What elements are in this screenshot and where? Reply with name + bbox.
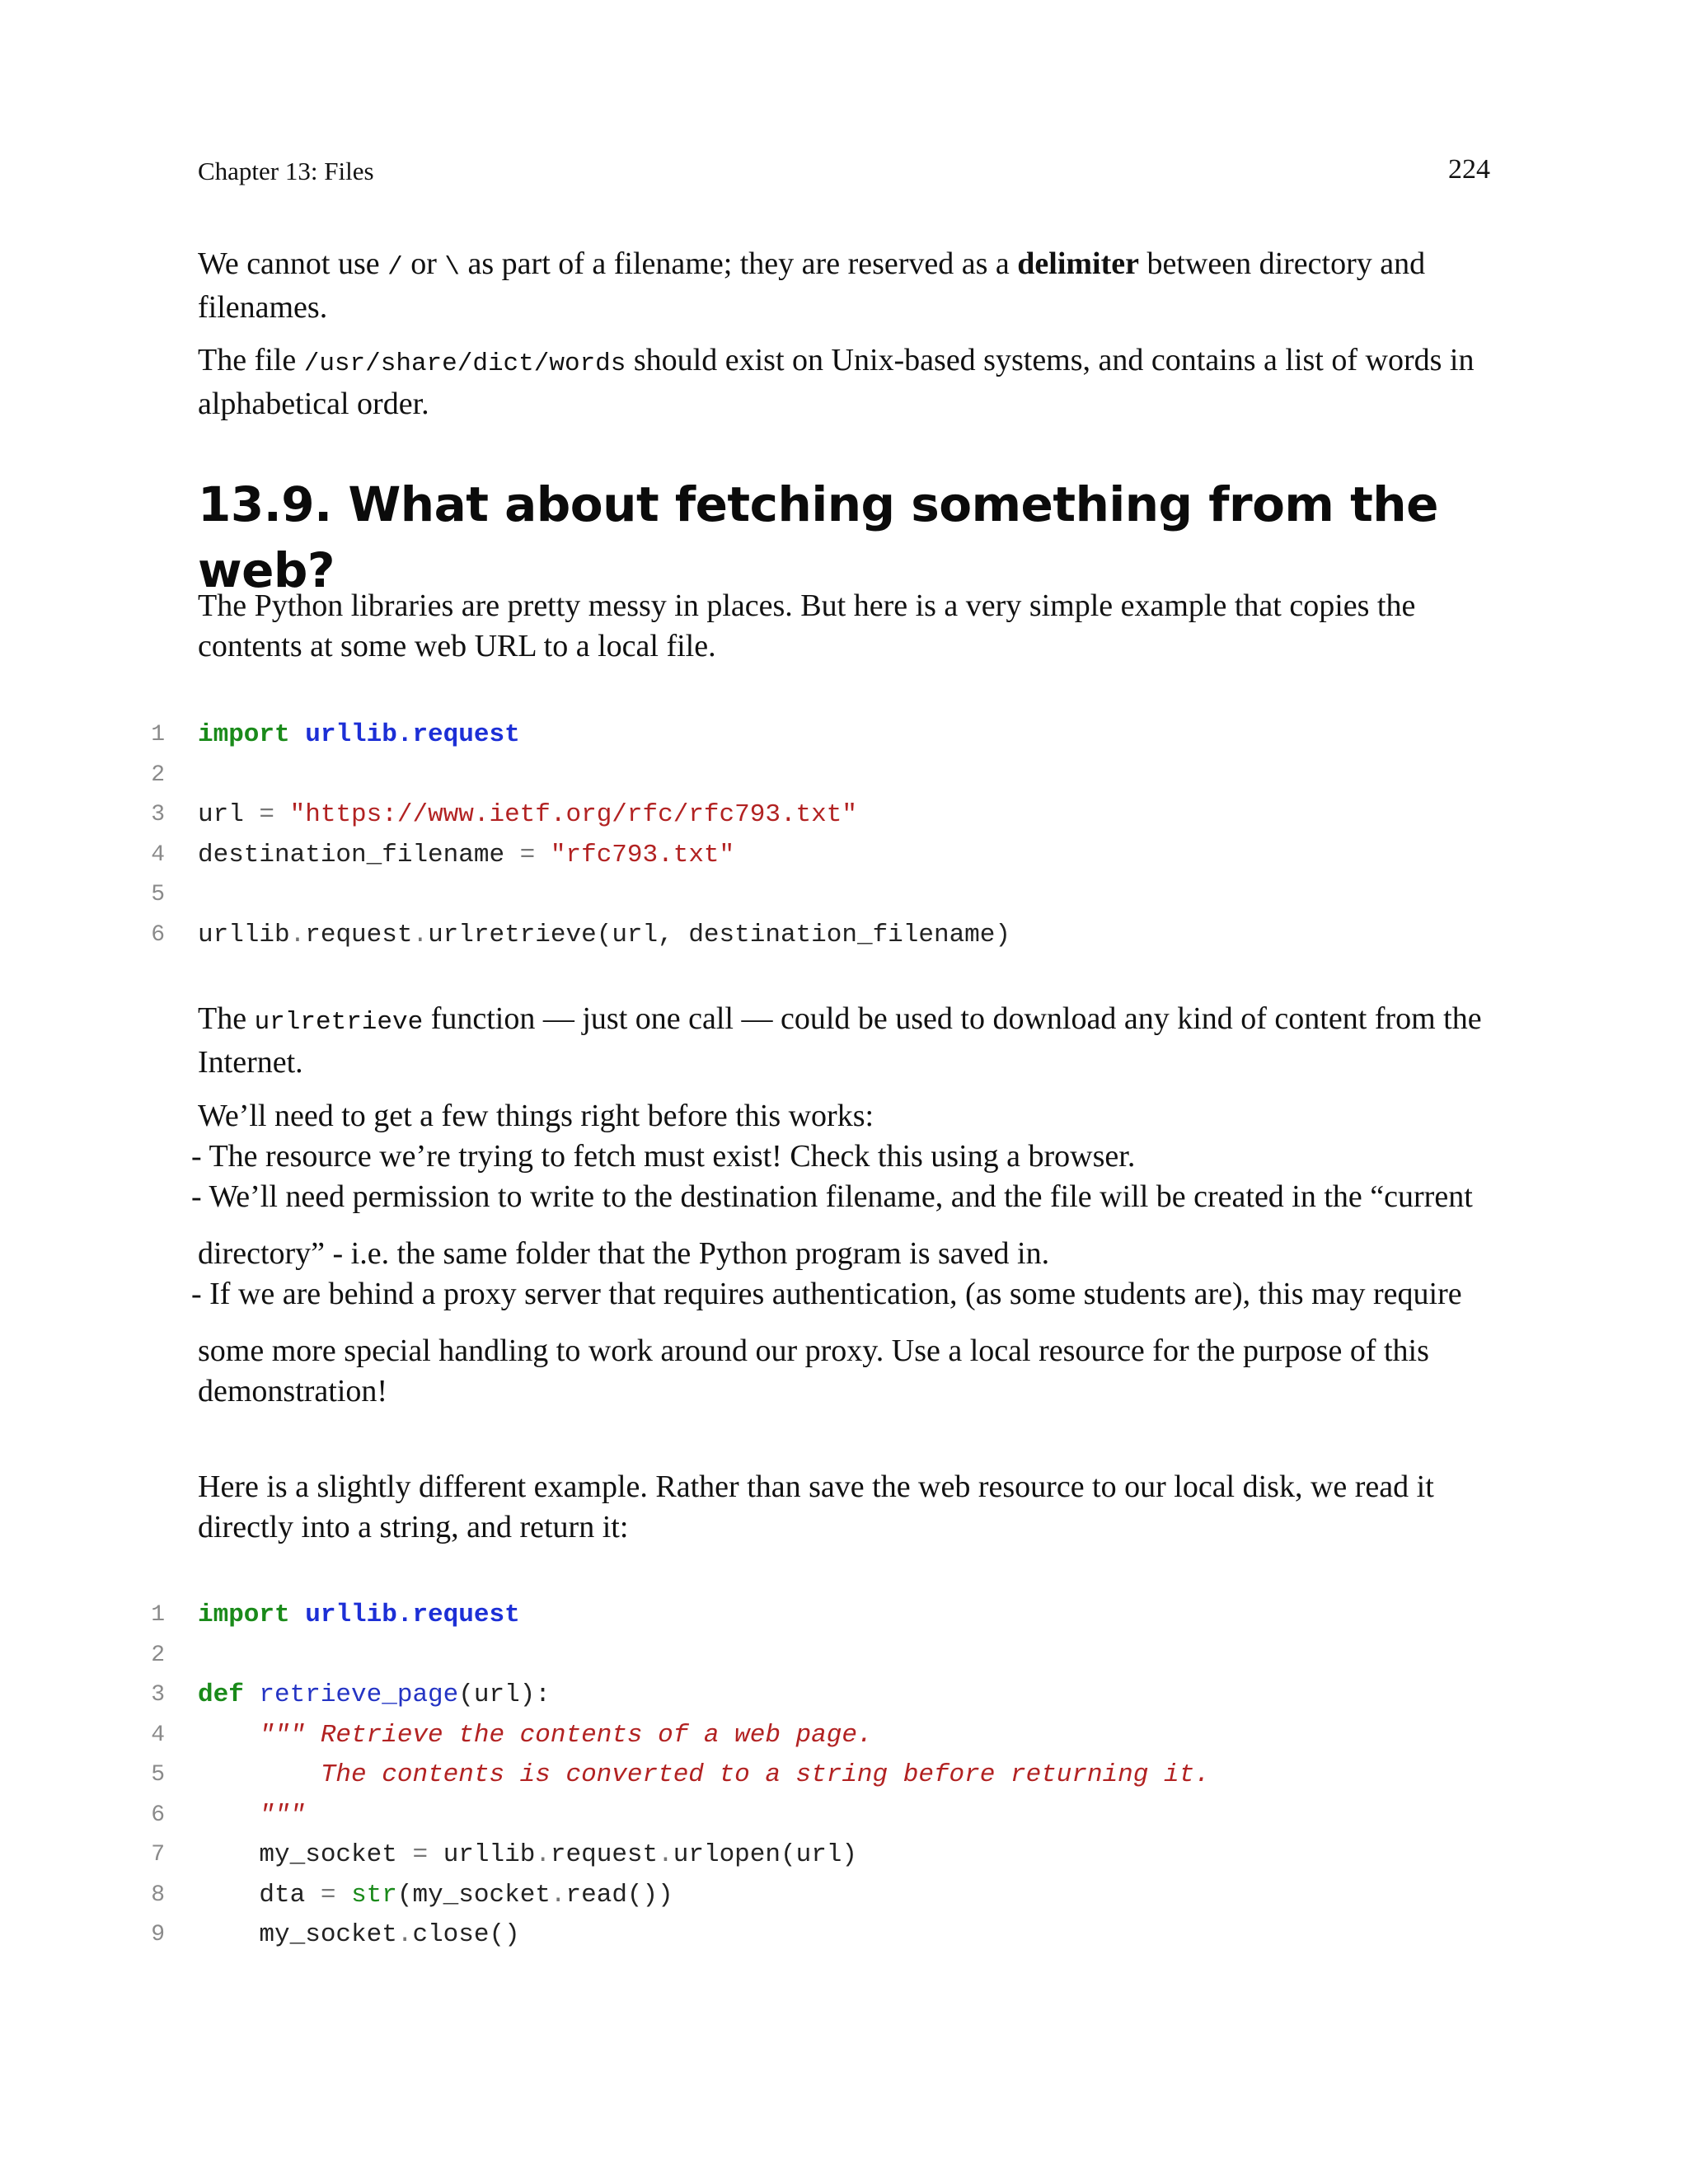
paragraph-second-example: Here is a slightly different example. Rather than save the web resource to our local disk, we read it directly into a string, and return it: bbox=[198, 1469, 1434, 1544]
line-number: 9 bbox=[151, 1922, 165, 1947]
chapter-title: Chapter 13: Files bbox=[198, 157, 374, 185]
code-text: request bbox=[305, 920, 413, 949]
code-line bbox=[132, 1755, 1533, 1796]
code-line bbox=[132, 1596, 1533, 1636]
line-number: 5 bbox=[151, 882, 165, 907]
text: between directory and filenames. bbox=[198, 246, 1426, 325]
operator: = bbox=[519, 840, 536, 869]
line-number: 3 bbox=[151, 802, 165, 827]
variable: dta bbox=[259, 1880, 306, 1910]
line-number: 2 bbox=[151, 762, 165, 788]
text: or bbox=[402, 246, 445, 281]
code-line: 6 urllib.request.urlretrieve(url, destination_filename) bbox=[132, 916, 1533, 956]
code-line bbox=[132, 1675, 1533, 1716]
text: function — just one call — could be used to download any kind of content from the Internet. bbox=[198, 1001, 1482, 1080]
docstring: """ bbox=[259, 1800, 306, 1830]
paragraph-urlretrieve bbox=[198, 999, 1490, 1083]
inline-code: urlretrieve bbox=[254, 1008, 424, 1037]
code-text: request bbox=[550, 1840, 659, 1869]
code-text: urllib bbox=[443, 1840, 536, 1869]
docstring: """ Retrieve the contents of a web page. bbox=[259, 1720, 873, 1750]
operator: = bbox=[320, 1880, 336, 1910]
code-text: urlretrieve(url, destination_filename) bbox=[428, 920, 1010, 949]
line-number: 3 bbox=[151, 1682, 165, 1708]
line-number: 6 bbox=[151, 921, 165, 948]
keyword: import bbox=[198, 1601, 290, 1629]
operator: = bbox=[412, 1840, 429, 1869]
code-text: urlopen(url) bbox=[673, 1840, 858, 1869]
code-text: urllib bbox=[198, 920, 290, 949]
text: The bbox=[198, 1001, 255, 1036]
text: We cannot use bbox=[198, 246, 388, 281]
variable: url bbox=[198, 800, 244, 829]
list-item bbox=[191, 1274, 1492, 1412]
inline-code: / bbox=[387, 253, 403, 282]
string-literal: "https://www.ietf.org/rfc/rfc793.txt" bbox=[289, 800, 857, 829]
docstring: The contents is converted to a string before returning it. bbox=[320, 1760, 1210, 1789]
variable: my_socket bbox=[259, 1840, 397, 1869]
page-number: 224 bbox=[1448, 154, 1490, 185]
line-number: 4 bbox=[151, 1722, 165, 1748]
code-text: (my_socket bbox=[396, 1880, 551, 1910]
running-header bbox=[198, 154, 1490, 193]
keyword: import bbox=[198, 720, 290, 749]
code-line bbox=[132, 875, 1533, 916]
operator: = bbox=[259, 800, 275, 829]
list-item bbox=[191, 1177, 1492, 1274]
code-line bbox=[132, 1796, 1533, 1836]
code-line bbox=[132, 795, 1533, 836]
paragraph-delimiter bbox=[198, 244, 1490, 328]
text: should exist on Unix-based systems, and contains a list of words in alphabetical order. bbox=[198, 343, 1475, 421]
line-number: 5 bbox=[151, 1762, 165, 1788]
code-text: read()) bbox=[565, 1880, 673, 1910]
bold-term: delimiter bbox=[1017, 246, 1139, 281]
code-line bbox=[132, 1636, 1533, 1676]
section-heading: 13.9. What about fetching something from the web? bbox=[198, 476, 1438, 598]
function-name: retrieve_page bbox=[259, 1680, 459, 1709]
code-line bbox=[132, 756, 1533, 796]
module-name: urllib.request bbox=[305, 1601, 520, 1629]
paragraph-intro: The Python libraries are pretty messy in places. But here is a very simple example that copies the contents at some web URL to a local file. bbox=[198, 588, 1416, 663]
text: - We’ll need permission to write to the destination filename, and the file will be created in the “current bbox=[191, 1179, 1473, 1214]
code-line: 8 dta = str(my_socket.read()) bbox=[132, 1876, 1533, 1916]
code-line bbox=[132, 836, 1533, 876]
line-number: 4 bbox=[151, 841, 165, 868]
line-number: 6 bbox=[151, 1802, 165, 1828]
line-number: 1 bbox=[151, 722, 165, 748]
line-number: 7 bbox=[151, 1842, 165, 1868]
text: The file bbox=[198, 343, 304, 377]
keyword: def bbox=[198, 1680, 244, 1709]
inline-code: /usr/share/dict/words bbox=[303, 349, 626, 378]
text: directory” - i.e. the same folder that the Python program is saved in. bbox=[198, 1236, 1050, 1271]
line-number: 1 bbox=[151, 1602, 165, 1628]
code-line bbox=[132, 1716, 1533, 1756]
code-text: my_socket bbox=[259, 1920, 397, 1949]
code-text: close() bbox=[412, 1920, 520, 1949]
requirements-list bbox=[191, 1137, 1492, 1412]
list-item: - The resource we’re trying to fetch must exist! Check this using a browser. bbox=[191, 1139, 1136, 1174]
code-block-urlretrieve bbox=[132, 715, 1533, 955]
inline-code: \ bbox=[444, 253, 461, 282]
code-line: 7 my_socket = urllib.request.urlopen(url) bbox=[132, 1835, 1533, 1876]
code-text: (url): bbox=[458, 1680, 551, 1709]
text: as part of a filename; they are reserved as a bbox=[460, 246, 1018, 281]
text: - If we are behind a proxy server that requires authentication, (as some students are), this may require bbox=[191, 1277, 1462, 1311]
module-name: urllib.request bbox=[305, 720, 520, 749]
text: some more special handling to work around our proxy. Use a local resource for the purpose of this demonstration! bbox=[198, 1333, 1429, 1408]
code-line bbox=[132, 715, 1533, 756]
code-line: 9 my_socket.close() bbox=[132, 1915, 1533, 1956]
paragraph-requirements: We’ll need to get a few things right before this works: bbox=[198, 1099, 874, 1133]
string-literal: "rfc793.txt" bbox=[550, 840, 735, 869]
line-number: 8 bbox=[151, 1882, 165, 1908]
line-number: 2 bbox=[151, 1642, 165, 1668]
paragraph-dict-words bbox=[198, 340, 1490, 424]
builtin-name: str bbox=[351, 1880, 397, 1910]
code-block-retrieve-page bbox=[132, 1596, 1533, 1956]
variable: destination_filename bbox=[198, 840, 505, 869]
